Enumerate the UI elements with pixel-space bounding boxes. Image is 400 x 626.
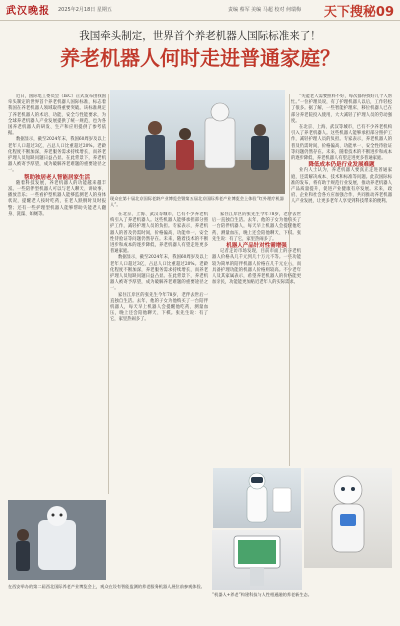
paragraph: 数据显示，截至2024年末，我国60周岁及以上老年人口超过3亿，占总人口比重超过20%。老龄化程度不断加深，养老服务需求持续增长，而养老护理人员短缺问题日益凸显。在此背景下，养老机器人被寄予厚望，成为破解养老难题的重要途径之一。 (8, 137, 106, 174)
paragraph: 家住江岸区的张先生今年78岁，老伴去世后一直独自生活。去年，他的子女为他购买了一台陪伴机器人，每天早上机器人会提醒他吃药、测量血压，晚上还会陪他聊天、下棋。张先生说：有了它，家里热闹多了。 (212, 212, 301, 242)
mid-photo-caption: “机器人+养老”构建科技与人性相通融的养老新生态。 (212, 592, 312, 597)
subheading: 降低成本仍是行业发展难题 (308, 162, 375, 169)
big-photo-caption: 现众在第十届北京国际老龄产业博览会暨第五届北京国际养老产业博览会上体验“红外理疗机器人”。 (110, 196, 284, 207)
column-divider (289, 94, 290, 466)
tablet-robot-photo (212, 530, 302, 590)
small-photo-caption: 在西安举办的第二届西北国际养老产业博览会上，观众在设有智能监测的养老服务机器人展位前参观体验。 (8, 584, 205, 589)
paragraph: 家住江岸区的张先生今年78岁，老伴去世后一直独自生活。去年，他的子女为他购买了一台陪伴机器人，每天早上机器人会提醒他吃药、测量血压，晚上还会陪他聊天、下棋。张先生说：有了它，家里热闹多了。 (110, 292, 208, 323)
subheading: 机器人产品针对性需增强 (226, 243, 287, 250)
article-column-1 (8, 94, 106, 494)
main-headline: 养老机器人何时走进普通家庭？ (60, 46, 340, 70)
paragraph: 数据显示，截至2024年末，我国60周岁及以上老年人口超过3亿，占总人口比重超过20%。老龄化程度不断加深，养老服务需求持续增长，而养老护理人员短缺问题日益凸显。在此背景下，养老机器人被寄予厚望，成为破解养老难题的重要途径之一。 (110, 255, 208, 292)
paragraph: “失能老人需要照料不好，每次都得找好几个人帮忙。”一位护理员说，有了护理机器人以后，工作轻松了很多。据了解，一些智能护理床、移位机器人已在部分养老院投入使用，大大减轻了护理人员的劳动强度。 (291, 94, 392, 124)
tablet-robot-illustration (212, 530, 302, 590)
paragraph: 在北京、上海、武汉等城市，已有不少养老机构引入了养老机器人。这些机器人能够承担部分照护工作，减轻护理人员的负担。专家表示，养老机器人的普及仍需时间，价格偏高、功能单一、安全性待验证等问题仍然存在。未来，随着技术的不断进步和成本的逐步降低，养老机器人有望走进更多普通家庭。 (291, 125, 392, 162)
editor-credits: 责编 蔡军 美编 马超 校对 何瑞梅 (228, 7, 301, 13)
robot-display-illustration (8, 500, 106, 580)
subheading: 帮助独居老人智能居家生活 (23, 174, 90, 181)
article-column-4 (291, 94, 392, 466)
section-title: 天下搜秘09 (323, 5, 394, 20)
article-column-2 (110, 212, 208, 582)
paragraph: 业内人士认为，养老机器人要真正走进普通家庭，还需解决成本、技术和标准等问题。此次国际标准的发布，将有助于规范行业发展，推动养老机器人产品质量提升，促进产业健康有序发展。未来，政府、企业和社会各方应加强合作，共同推动养老机器人产业发展，让更多老年人享受到科技带来的便利。 (291, 168, 392, 205)
xian-expo-photo (8, 500, 106, 580)
paragraph: 随着科技发展，养老机器人的功能越来越丰富。一些陪伴型机器人可以与老人聊天、讲故事、播放音乐；一些看护型机器人能够监测老人的身体状况，提醒老人按时吃药，在老人跌倒时及时报警；还有一些护理型机器人能够帮助失能老人翻身、洗澡、如厕等。 (8, 180, 106, 217)
paragraph: 近日，国际电工委员会（IEC）正式发布由我国牵头制定的世界首个养老机器人国际标准，标志着我国在养老机器人领域取得重要突破。该标准规定了养老机器人的术语、功能、安全与性能要求，为全球养老机器人产业发展提供了统一规范，也为各国养老机器人的研发、生产和应用提供了参考依据。 (8, 94, 106, 137)
page-header (0, 0, 400, 21)
paragraph: 记者走访市场发现，目前市面上的养老机器人价格从几千元到几十万元不等。一些功能较为简单的陪伴机器人价格在几千元左右，而具备护理功能的机器人价格则较高。不少老年人及其家属表示，希望养老机器人的价格能更加亲民，功能能更加贴近老年人的实际需求。 (212, 249, 301, 286)
expo-photo (110, 90, 285, 194)
issue-date: 2025年2月18日 星期五 (58, 7, 112, 13)
newspaper-logo: 武汉晚报 (6, 6, 50, 17)
robot-photo (213, 468, 301, 528)
service-robot-illustration (213, 468, 301, 528)
robot-companion-photo (304, 468, 392, 568)
article-column-3 (212, 212, 301, 464)
column-divider (108, 94, 109, 494)
paragraph: 在北京、上海、武汉等城市，已有不少养老机构引入了养老机器人。这些机器人能够承担部分照护工作，减轻护理人员的负担。专家表示，养老机器人的普及仍需时间，价格偏高、功能单一、安全性待验证等问题仍然存在。未来，随着技术的不断进步和成本的逐步降低，养老机器人有望走进更多普通家庭。 (110, 212, 208, 255)
companion-robot-illustration (304, 468, 392, 568)
pre-title: 我国牵头制定，世界首个养老机器人国际标准来了！ (79, 30, 321, 42)
expo-scene-illustration (110, 90, 285, 194)
